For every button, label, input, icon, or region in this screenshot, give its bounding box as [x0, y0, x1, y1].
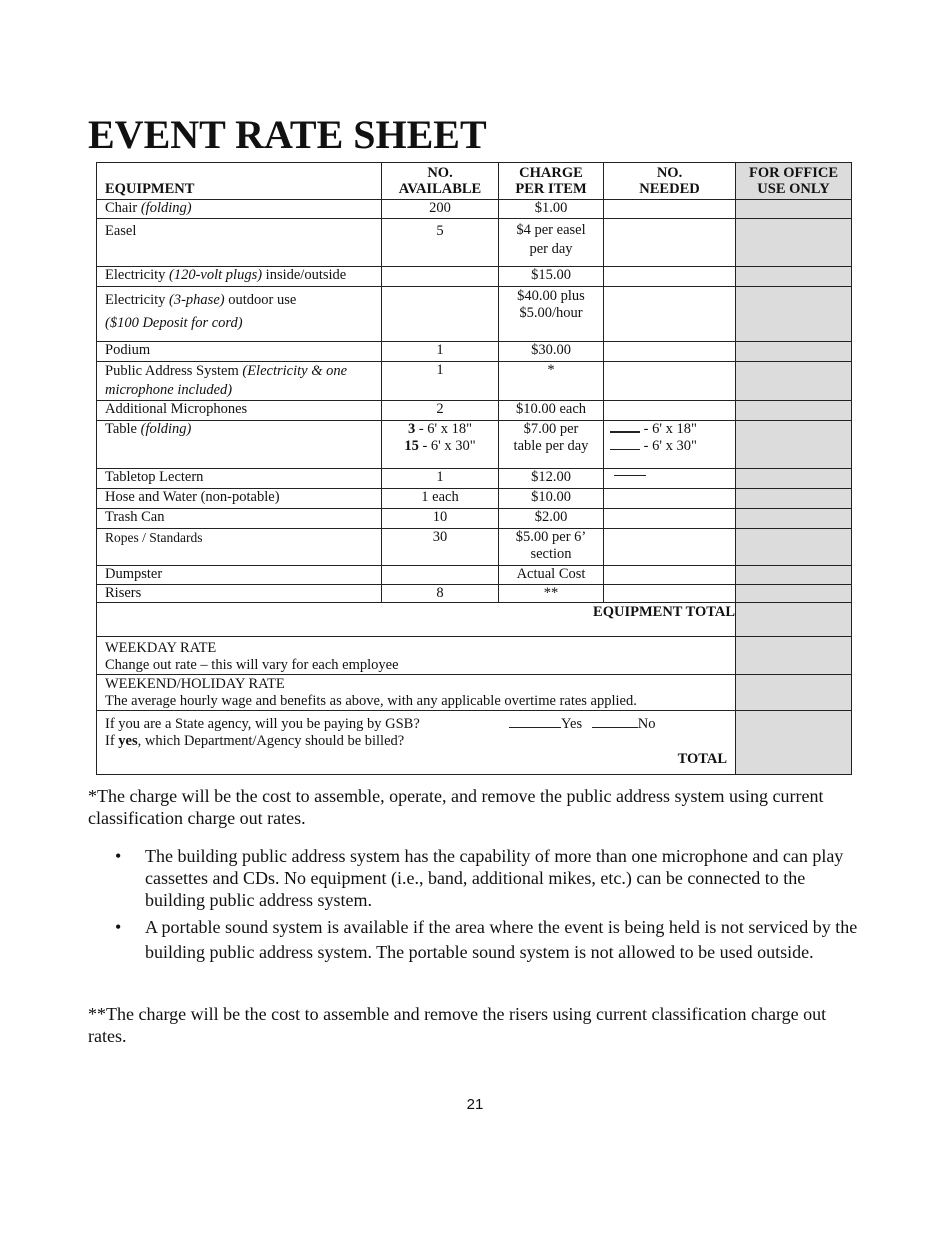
weekday-rate-row: [97, 637, 852, 675]
no-field[interactable]: [592, 727, 638, 728]
office-cell: [736, 200, 852, 219]
office-cell: [736, 401, 852, 421]
table-row: [97, 219, 852, 267]
total-field: [736, 711, 852, 775]
weekend-rate-row: [97, 675, 852, 711]
table-row: [97, 529, 852, 566]
office-cell: [736, 489, 852, 509]
weekday-rate: [97, 637, 736, 675]
header-needed: NO. NEEDED: [604, 163, 736, 200]
available-count: 1: [382, 469, 499, 489]
charge: $4 per easel per day: [499, 219, 604, 267]
pa-notes-list: [88, 845, 858, 969]
charge: $30.00: [499, 342, 604, 362]
available-count: 2: [382, 401, 499, 421]
office-cell: [736, 509, 852, 529]
equipment-name: Chair (folding): [97, 200, 382, 219]
total-label: TOTAL: [677, 751, 727, 767]
office-cell: [736, 637, 852, 675]
needed-field[interactable]: [604, 566, 736, 585]
office-cell: [736, 219, 852, 267]
needed-field[interactable]: - 6' x 18" - 6' x 30": [604, 421, 736, 469]
table-row: [97, 489, 852, 509]
available-count: 8: [382, 585, 499, 603]
office-cell: [736, 585, 852, 603]
available-count: [382, 287, 499, 342]
table-row: [97, 362, 852, 401]
list-item: • A portable sound system is available if the area where the event is being held is not serviced by the building public address system. The portable sound system is not allowed to be used outside.: [115, 917, 858, 962]
available-count: 200: [382, 200, 499, 219]
equipment-total-label: EQUIPMENT TOTAL: [97, 603, 736, 637]
equipment-name: Trash Can: [97, 509, 382, 529]
table-row: [97, 469, 852, 489]
gsb-question-line: [105, 716, 727, 733]
available-count: 1: [382, 362, 499, 401]
charge: Actual Cost: [499, 566, 604, 585]
charge: $1.00: [499, 200, 604, 219]
charge: **: [499, 585, 604, 603]
table-row: [97, 200, 852, 219]
header-charge: CHARGE PER ITEM: [499, 163, 604, 200]
charge: $12.00: [499, 469, 604, 489]
weekend-rate-desc: The average hourly wage and benefits as above, with any applicable overtime rates applied.: [105, 693, 637, 709]
available-count: [382, 267, 499, 287]
equipment-total-row: [97, 603, 852, 637]
office-cell: [736, 566, 852, 585]
needed-field[interactable]: [604, 529, 736, 566]
equipment-total-field: [736, 603, 852, 637]
equipment-name: Public Address System (Electricity & one microphone included): [97, 362, 382, 401]
yes-label: Yes: [561, 716, 583, 732]
needed-field[interactable]: [604, 401, 736, 421]
equipment-name: Additional Microphones: [97, 401, 382, 421]
needed-field[interactable]: [604, 200, 736, 219]
office-cell: [736, 267, 852, 287]
needed-field[interactable]: [604, 267, 736, 287]
equipment-name: Risers: [97, 585, 382, 603]
table-row: [97, 342, 852, 362]
charge: *: [499, 362, 604, 401]
list-item: • The building public address system has the capability of more than one microphone and can play cassettes and CDs. No equipment (i.e., band, additional mikes, etc.) can be connected to the building public address system.: [115, 846, 844, 910]
charge: $10.00 each: [499, 401, 604, 421]
available-count: 10: [382, 509, 499, 529]
state-agency: [97, 711, 736, 775]
page-number: 21: [466, 1096, 484, 1113]
table-row: [97, 401, 852, 421]
needed-field[interactable]: [604, 287, 736, 342]
gsb-question: If you are a State agency, will you be paying by GSB?: [105, 716, 420, 732]
equipment-name: Electricity (120-volt plugs) inside/outside: [97, 267, 382, 287]
available-count: 1 each: [382, 489, 499, 509]
yes-field[interactable]: [509, 727, 561, 728]
needed-field[interactable]: [604, 469, 736, 489]
equipment-name: Hose and Water (non-potable): [97, 489, 382, 509]
charge: $2.00: [499, 509, 604, 529]
needed-field[interactable]: [604, 342, 736, 362]
available-count: 30: [382, 529, 499, 566]
charge: $7.00 per table per day: [499, 421, 604, 469]
office-cell: [736, 342, 852, 362]
table-row: [97, 287, 852, 342]
equipment-name: Easel: [97, 219, 382, 267]
header-equipment: EQUIPMENT: [97, 163, 382, 200]
bullet-icon: •: [115, 917, 122, 937]
office-cell: [736, 469, 852, 489]
needed-field[interactable]: [604, 489, 736, 509]
no-label: No: [637, 716, 656, 732]
weekday-rate-title: WEEKDAY RATE: [105, 640, 217, 656]
needed-field[interactable]: [604, 362, 736, 401]
equipment-name: Ropes / Standards: [97, 529, 382, 566]
bullet-icon: •: [115, 846, 122, 866]
office-cell: [736, 287, 852, 342]
billing-question: If yes, which Department/Agency should be billed?: [105, 733, 405, 749]
state-agency-row: [97, 711, 852, 775]
available-count: 3 - 6' x 18" 15 - 6' x 30": [382, 421, 499, 469]
charge: $5.00 per 6’ section: [499, 529, 604, 566]
gsb-options: [509, 716, 655, 733]
needed-field[interactable]: [604, 509, 736, 529]
rate-table: [96, 162, 852, 775]
needed-field[interactable]: [604, 219, 736, 267]
charge: $40.00 plus $5.00/hour: [499, 287, 604, 342]
page-title: EVENT RATE SHEET: [88, 112, 487, 157]
header-row: [97, 163, 852, 200]
table-row: [97, 509, 852, 529]
weekday-rate-desc: Change out rate – this will vary for each employee: [105, 657, 399, 673]
table-row: [97, 566, 852, 585]
header-office-use: FOR OFFICE USE ONLY: [736, 163, 852, 200]
equipment-name: Tabletop Lectern: [97, 469, 382, 489]
weekend-rate-title: WEEKEND/HOLIDAY RATE: [105, 676, 285, 692]
office-cell: [736, 421, 852, 469]
equipment-name: Dumpster: [97, 566, 382, 585]
table-row: [97, 585, 852, 603]
charge: $15.00: [499, 267, 604, 287]
office-cell: [736, 675, 852, 711]
header-available: NO. AVAILABLE: [382, 163, 499, 200]
equipment-name: Electricity (3-phase) outdoor use ($100 Deposit for cord): [97, 287, 382, 342]
risers-footnote: **The charge will be the cost to assemble and remove the risers using current classification charge out rates.: [88, 1004, 827, 1046]
charge: $10.00: [499, 489, 604, 509]
pa-footnote: *The charge will be the cost to assemble, operate, and remove the public address system using current classification charge out rates.: [88, 786, 824, 828]
available-count: [382, 566, 499, 585]
table-row: [97, 267, 852, 287]
needed-field[interactable]: [604, 585, 736, 603]
available-count: 1: [382, 342, 499, 362]
weekend-rate: [97, 675, 736, 711]
office-cell: [736, 529, 852, 566]
equipment-name: Table (folding): [97, 421, 382, 469]
office-cell: [736, 362, 852, 401]
available-count: 5: [382, 219, 499, 267]
table-row: [97, 421, 852, 469]
equipment-name: Podium: [97, 342, 382, 362]
